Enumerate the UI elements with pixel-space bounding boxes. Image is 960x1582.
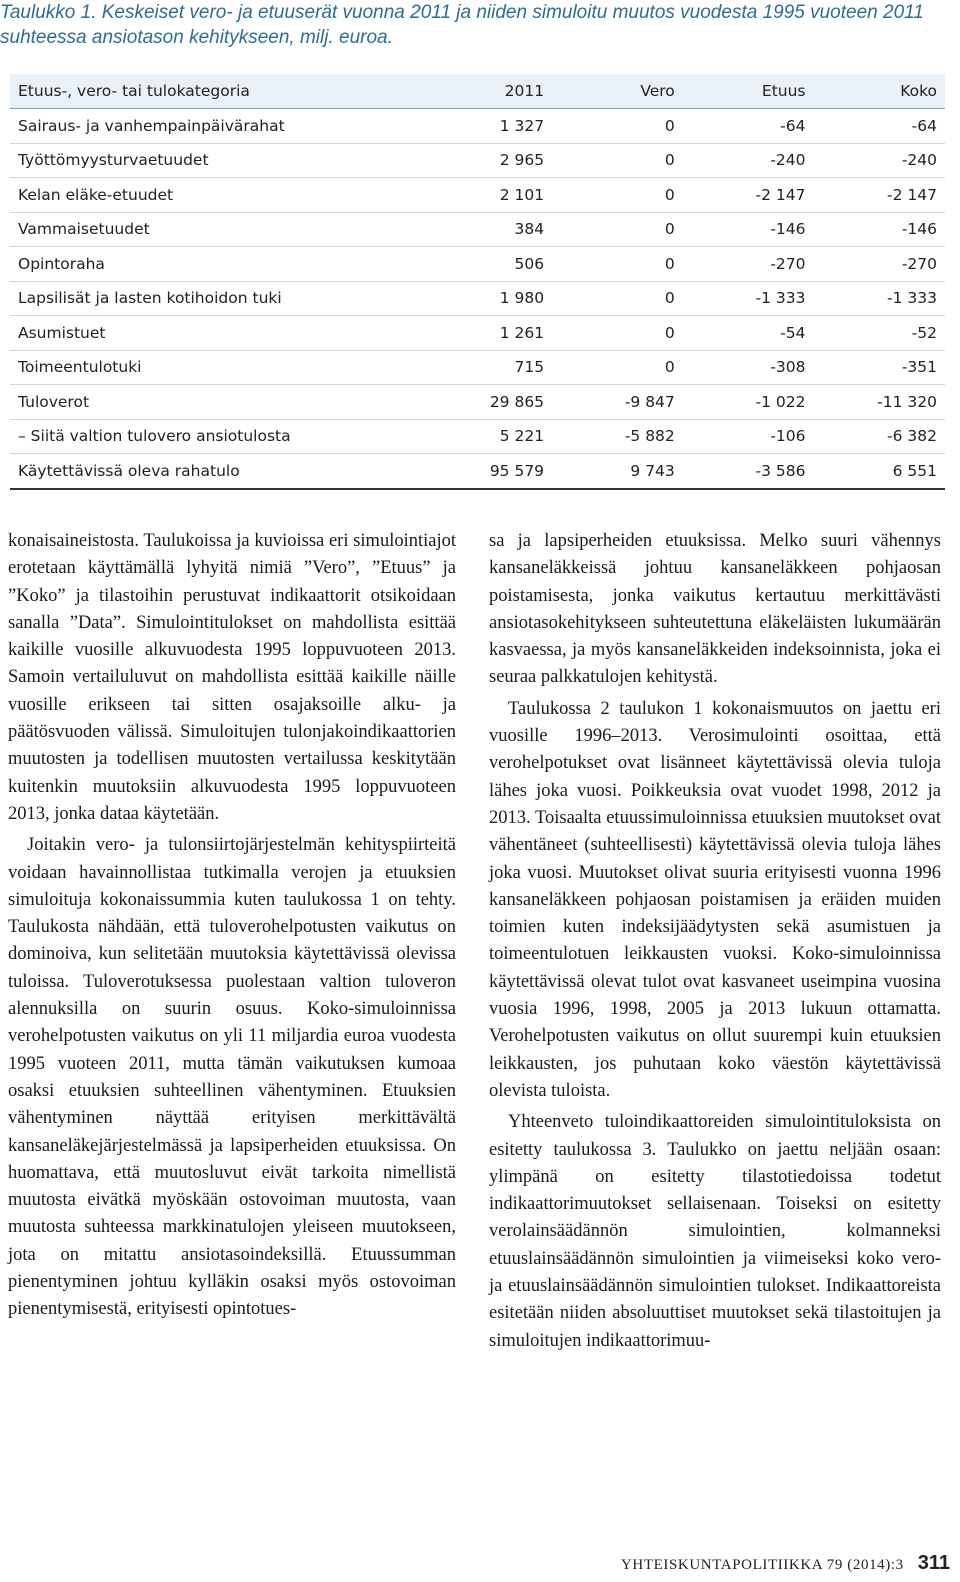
column-header-vero: Vero <box>640 82 675 100</box>
cell-2011: 715 <box>514 358 545 377</box>
cell-2011: 5 221 <box>499 427 545 446</box>
paragraph: sa ja lapsiperheiden etuuksissa. Melko suuri vähennys kansaneläkkeissä johtuu kansaneläkkeen pohjaosan poistamisesta, jonka vaikutus kertautuu merkittävästi ansiotasokehitykseen suhteutettuna eläkeläisten lukumäärän kasvaessa, ja myös kansaneläkkeiden indeksoinnista, joka ei seuraa palkkatulojen kehitystä. <box>489 531 941 688</box>
row-label: Tuloverot <box>18 392 90 411</box>
table-row <box>10 316 945 351</box>
paragraph: Joitakin vero- ja tulonsiirtojärjestelmän kehityspiirteitä voidaan havainnollistaa tutkimalla verojen ja etuuksien simuloituja kokonaissummia kuten taulukossa 1 on tehty. Taulukosta nähdään, että tuloverohelpotusten vaikutus on dominoiva, kun selitetään muutoksia käytettävissä olevissa tuloissa. Tuloverotuksessa puolestaan valtion tuloveron alennuksilla on suurin osuus. Koko-simuloinnissa verohelpotusten vaikutus on yli 11 miljardia euroa vuodesta 1995 vuoteen 2011, mutta tämän vaikutuksen kumoaa osaksi etuuksien suhteellinen vähentyminen. Etuuksien vähentyminen näyttää erityisen merkittävältä kansaneläkejärjestelmässä ja lapsiperheiden etuuksissa. On huomattava, että muutosluvut eivät tarkoita nimellistä muutosta eivätkä myöskään ostovoiman muutosta, vaan muutosta suhteessa markkinatulojen yleiseen muutokseen, jota on mitattu ansiotasoindeksillä. Etuussumman pienentyminen johtuu kylläkin osaksi myös ostovoiman pienentymisestä, erityisesti opintotues- <box>8 835 456 1320</box>
table-row <box>10 109 945 144</box>
cell-koko: -240 <box>901 151 937 170</box>
cell-etuus: -1 022 <box>755 392 806 411</box>
cell-etuus: -1 333 <box>755 289 806 308</box>
cell-vero: 0 <box>664 289 675 308</box>
cell-vero: 0 <box>664 220 675 239</box>
cell-2011: 2 101 <box>499 185 545 204</box>
cell-2011: 1 261 <box>499 323 545 342</box>
paragraph: Yhteenveto tuloindikaattoreiden simulointituloksista on esitetty taulukossa 3. Taulukko on jaettu neljään osaan: ylimpänä on esitetty tilastotiedoissa todetut indikaattorimuutokset sellaisenaan. Toiseksi on esitetty verolainsäädännön simulointien, kolmanneksi etuuslainsäädännön simulointien ja viimeiseksi koko vero- ja etuuslainsäädännön simulointien tulokset. Indikaattoreista esitetään niiden absoluuttiset muutokset sekä tilastoitujen ja simuloitujen indikaattorimuu- <box>489 1112 941 1351</box>
page-number: 311 <box>917 1552 950 1574</box>
cell-etuus: -146 <box>770 220 806 239</box>
row-label: Työttömyysturvaetuudet <box>18 151 209 170</box>
body-column-right <box>489 528 941 1355</box>
cell-vero: -5 882 <box>624 427 675 446</box>
column-header-category: Etuus-, vero- tai tulokategoria <box>18 82 250 100</box>
table-row <box>10 419 945 454</box>
cell-koko: -2 147 <box>887 185 937 204</box>
cell-koko: -146 <box>901 220 937 239</box>
column-header-etuus: Etuus <box>761 82 806 100</box>
table-caption: Taulukko 1. Keskeiset vero- ja etuuserät vuonna 2011 ja niiden simuloitu muutos vuodesta 1995 vuoteen 2011 suhteessa ansiotason kehitykseen, milj. euroa. <box>0 2 924 48</box>
cell-koko: -64 <box>911 116 937 135</box>
cell-koko: 6 551 <box>892 461 937 480</box>
table-header-row <box>10 74 945 109</box>
row-label: Sairaus- ja vanhempainpäivärahat <box>18 116 285 135</box>
body-column-left <box>8 528 456 1324</box>
table-row <box>10 247 945 282</box>
table-row <box>10 212 945 247</box>
page-footer <box>621 1552 950 1578</box>
cell-2011: 506 <box>514 254 545 273</box>
cell-2011: 1 980 <box>499 289 545 308</box>
paragraph: Taulukossa 2 taulukon 1 kokonaismuutos on jaettu eri vuosille 1996–2013. Verosimulointi osoittaa, että verohelpotukset ovat lisänneet käytettävissä olevia tuloja lähes joka vuosi. Poikkeuksia ovat vuodet 1998, 2012 ja 2013. Toisaalta etuussimuloinnissa etuuksien muutokset ovat vähentäneet (suhteellisesti) käytettävissä olevia tuloja lähes joka vuosi. Muutokset olivat suuria erityisesti vuonna 1996 kansaneläkkeen pohjaosan poistamisen ja eräiden muiden toimien kuten indeksijäädytysten sekä asumistuen ja toimeentulotuen leikkausten vuoksi. Koko-simuloinnissa käytettävissä olevat tulot ovat kasvaneet useimpina vuosina vuosia 1996, 1998, 2005 ja 2013 lukuun ottamatta. Verohelpotusten vaikutus on ollut suurempi kuin etuuksien leikkausten, jos puhutaan koko väestön käytettävissä olevista tuloista. <box>489 698 941 1101</box>
cell-etuus: -270 <box>770 254 806 273</box>
cell-koko: -52 <box>911 323 937 342</box>
cell-etuus: -2 147 <box>755 185 806 204</box>
row-label: Toimeentulotuki <box>18 358 142 377</box>
column-header-2011: 2011 <box>504 82 545 100</box>
row-label: Kelan eläke-etuudet <box>18 185 174 204</box>
row-label: – Siitä valtion tulovero ansiotulosta <box>18 427 291 446</box>
cell-vero: 0 <box>664 323 675 342</box>
cell-etuus: -54 <box>780 323 806 342</box>
cell-vero: -9 847 <box>624 392 675 411</box>
cell-2011: 29 865 <box>489 392 545 411</box>
cell-vero: 0 <box>664 254 675 273</box>
cell-2011: 1 327 <box>499 116 545 135</box>
table-row <box>10 281 945 316</box>
table-row <box>10 385 945 420</box>
cell-etuus: -64 <box>780 116 806 135</box>
cell-koko: -270 <box>901 254 937 273</box>
row-label: Opintoraha <box>18 254 105 273</box>
table-row <box>10 454 945 489</box>
cell-vero: 0 <box>664 151 675 170</box>
cell-2011: 384 <box>514 220 545 239</box>
cell-vero: 9 743 <box>630 461 675 480</box>
journal-name: YHTEISKUNTAPOLITIIKKA 79 (2014):3 <box>621 1557 904 1573</box>
paragraph: konaisaineistosta. Taulukoissa ja kuvioissa eri simulointiajot erotetaan käyttämällä lyhyitä nimiä ”Vero”, ”Etuus” ja ”Koko” ja tilastoihin perustuvat indikaattorit otsikoidaan sanalla ”Data”. Simulointitulokset on mahdollista esittää kaikille vuosille alkuvuodesta 1995 loppuvuoteen 2013. Samoin vertailuluvut on mahdollista esittää kaikille näille vuosille erikseen tai sitten osajaksoille alku- ja päätösvuoden välissä. Simuloitujen tulonjakoindikaattorien muutosten ja todellisen muutosten vertailussa keskitytään kuitenkin muutoksiin alkuvuodesta 1995 loppuvuoteen 2013, jonka dataa käytetään. <box>8 531 456 824</box>
cell-koko: -6 382 <box>887 427 937 446</box>
row-label: Asumistuet <box>18 323 106 342</box>
cell-etuus: -240 <box>770 151 806 170</box>
cell-etuus: -3 586 <box>755 461 806 480</box>
table-row <box>10 350 945 385</box>
cell-etuus: -106 <box>770 427 806 446</box>
data-table <box>10 74 945 490</box>
cell-etuus: -308 <box>770 358 806 377</box>
table-row <box>10 143 945 178</box>
column-header-koko: Koko <box>900 82 937 100</box>
cell-2011: 95 579 <box>489 461 545 480</box>
cell-koko: -11 320 <box>877 392 937 411</box>
row-label: Käytettävissä oleva rahatulo <box>18 461 240 480</box>
cell-koko: -1 333 <box>887 289 937 308</box>
row-label: Vammaisetuudet <box>18 220 150 239</box>
cell-vero: 0 <box>664 116 675 135</box>
cell-koko: -351 <box>901 358 937 377</box>
row-label: Lapsilisät ja lasten kotihoidon tuki <box>18 289 282 308</box>
table-row <box>10 178 945 213</box>
cell-vero: 0 <box>664 358 675 377</box>
cell-2011: 2 965 <box>499 151 545 170</box>
cell-vero: 0 <box>664 185 675 204</box>
